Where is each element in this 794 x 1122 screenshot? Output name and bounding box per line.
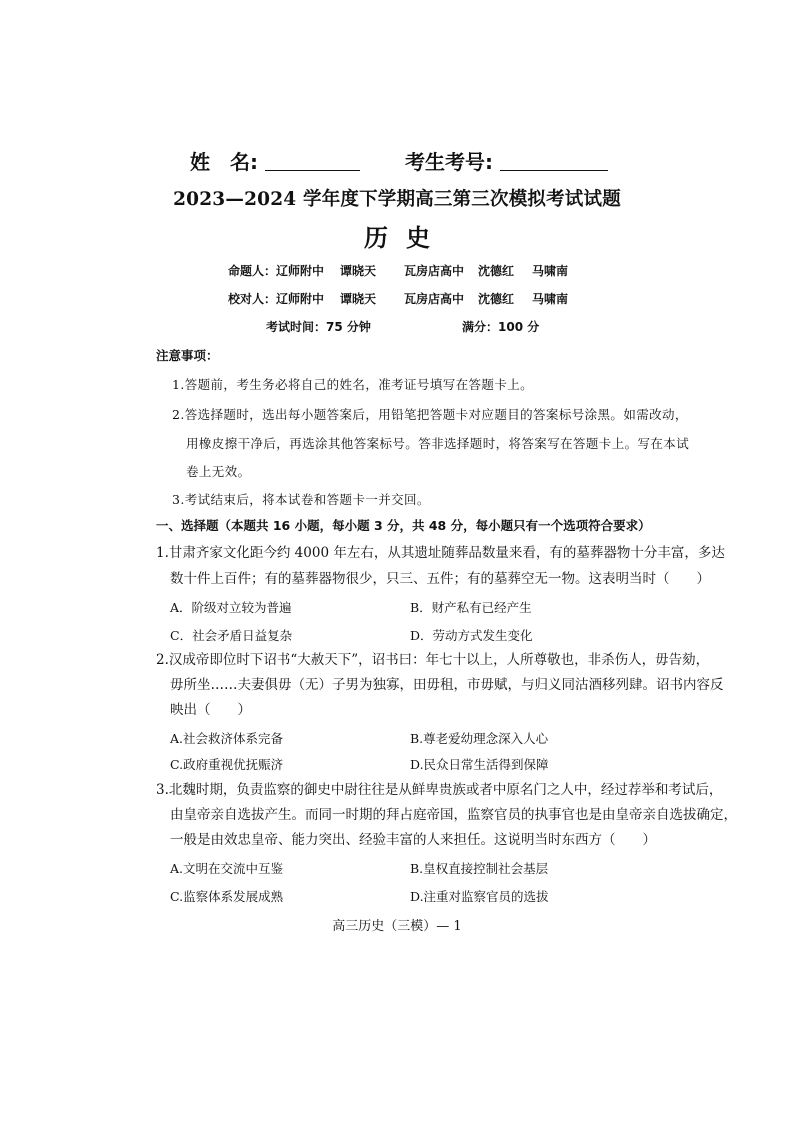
question-1-option-a: A．阶级对立较为普遍 bbox=[170, 600, 292, 615]
question-3-option-c: C.监察体系发展成熟 bbox=[170, 889, 284, 904]
notice-item: 卷上无效。 bbox=[186, 464, 251, 479]
setter-school-2: 瓦房店高中 bbox=[404, 264, 465, 278]
question-2-option-a: A.社会救济体系完备 bbox=[170, 731, 284, 746]
notice-item: 3.考试结束后，将本试卷和答题卡一并交回。 bbox=[172, 492, 430, 507]
question-3-line-2: 由皇帝亲自选拔产生。而同一时期的拜占庭帝国，监察官员的执事官也是由皇帝亲自选拔确定， bbox=[170, 807, 737, 823]
subject-title: 历史 bbox=[364, 224, 448, 252]
setters-row bbox=[228, 262, 568, 279]
full-score: 满分：100 分 bbox=[462, 320, 540, 334]
question-2-line-1: 2.汉成帝即位时下诏书“大赦天下”，诏书曰：年七十以上，人所尊敬也，非杀伤人，毋告劾， bbox=[156, 652, 710, 668]
name-blank bbox=[265, 170, 360, 171]
checker-school-2: 瓦房店高中 bbox=[404, 292, 465, 306]
student-id-field bbox=[405, 146, 608, 175]
setter-name-1: 谭晓天 bbox=[340, 264, 377, 278]
checker-name-1: 谭晓天 bbox=[340, 292, 377, 306]
question-1-line-1: 1.甘肃齐家文化距今约 4000 年左右，从其遗址随葬品数量来看，有的墓葬器物十分丰富，多达 bbox=[156, 545, 725, 561]
question-1-option-b: B．财产私有已经产生 bbox=[410, 600, 532, 615]
question-3-line-3: 一般是由效忠皇帝、能力突出、经验丰富的人来担任。这说明当时东西方（ ） bbox=[170, 832, 656, 848]
question-2-line-3: 映出（ ） bbox=[170, 702, 251, 718]
name-label: 姓 名: bbox=[190, 150, 258, 174]
checker-name-2: 沈德红 bbox=[478, 292, 515, 306]
checkers-row bbox=[228, 290, 568, 307]
question-1-line-2: 数十件上百件；有的墓葬器物很少，只三、五件；有的墓葬空无一物。这表明当时（ ） bbox=[170, 571, 710, 587]
question-3-option-a: A.文明在交流中互鉴 bbox=[170, 861, 284, 876]
checkers-label: 校对人：辽师附中 bbox=[228, 292, 325, 306]
question-2-line-2: 毋所坐……夫妻俱毋（无）子男为独寡，田毋租，市毋赋，与归义同沽酒移列肆。诏书内容反 bbox=[170, 677, 724, 693]
exam-title: 2023—2024 学年度下学期高三第三次模拟考试试题 bbox=[173, 189, 621, 210]
question-1-option-d: D．劳动方式发生变化 bbox=[410, 628, 533, 643]
question-2-option-d: D.民众日常生活得到保障 bbox=[410, 757, 549, 772]
name-field bbox=[190, 146, 360, 175]
section-heading: 一、选择题（本题共 16 小题，每小题 3 分，共 48 分，每小题只有一个选项符合要求） bbox=[156, 518, 651, 533]
question-3-option-d: D.注重对监察官员的选拔 bbox=[410, 889, 549, 904]
question-2-option-c: C.政府重视优抚赈济 bbox=[170, 757, 284, 772]
setter-name-3: 马啸南 bbox=[532, 264, 569, 278]
question-3-option-b: B.皇权直接控制社会基层 bbox=[410, 861, 549, 876]
notice-item: 用橡皮擦干净后，再选涂其他答案标号。答非选择题时，将答案写在答题卡上。写在本试 bbox=[186, 436, 690, 451]
setters-label: 命题人：辽师附中 bbox=[228, 264, 325, 278]
notice-item: 1.答题前，考生务必将自己的姓名，准考证号填写在答题卡上。 bbox=[172, 377, 534, 392]
setter-name-2: 沈德红 bbox=[478, 264, 515, 278]
student-id-label: 考生考号: bbox=[405, 150, 493, 174]
page-footer: 高三历史（三模）— 1 bbox=[332, 919, 462, 934]
checker-name-3: 马啸南 bbox=[532, 292, 569, 306]
question-3-line-1: 3.北魏时期，负责监察的御史中尉往往是从鲜卑贵族或者中原名门之人中，经过荐举和考试后， bbox=[156, 782, 723, 798]
notice-item: 2.答选择题时，选出每小题答案后，用铅笔把答题卡对应题目的答案标号涂黑。如需改动， bbox=[172, 407, 688, 422]
question-2-option-b: B.尊老爱幼理念深入人心 bbox=[410, 731, 549, 746]
student-id-blank bbox=[500, 170, 608, 171]
exam-time: 考试时间：75 分钟 bbox=[266, 320, 371, 334]
notice-title: 注意事项： bbox=[156, 348, 219, 363]
question-1-option-c: C．社会矛盾日益复杂 bbox=[170, 628, 293, 643]
